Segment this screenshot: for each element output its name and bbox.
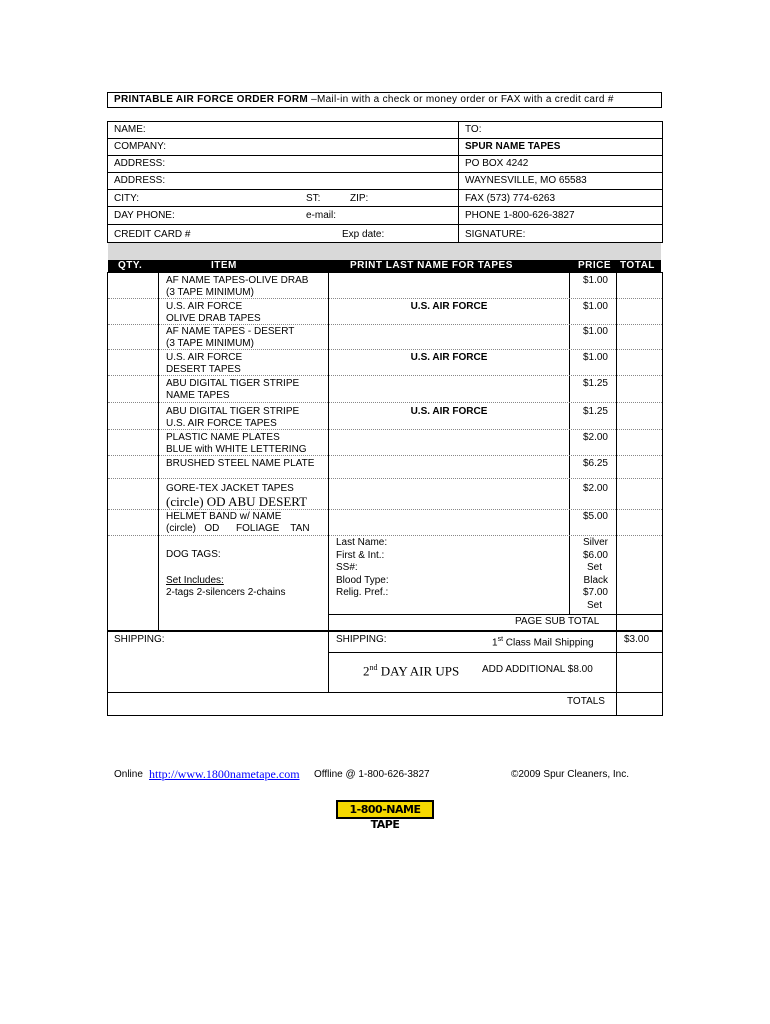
dog-tag-last-name[interactable]: Last Name: bbox=[336, 537, 388, 548]
dog-tag-relig-pref[interactable]: Relig. Pref.: bbox=[336, 587, 389, 598]
item-8-price: $6.25 bbox=[582, 458, 608, 469]
item-5-price: $1.25 bbox=[582, 378, 608, 389]
totals-label: TOTALS bbox=[567, 696, 605, 707]
item-7-price: $2.00 bbox=[582, 432, 608, 443]
header-print: PRINT LAST NAME FOR TAPES bbox=[350, 260, 513, 271]
dog-tag-ss[interactable]: SS#: bbox=[336, 562, 358, 573]
item-7-line1: PLASTIC NAME PLATES bbox=[166, 432, 280, 443]
header-price: PRICE bbox=[578, 260, 612, 271]
dog-tags-label: DOG TAGS: bbox=[166, 549, 221, 560]
dog-tag-first-int[interactable]: First & Int.: bbox=[336, 550, 385, 561]
separator-bar bbox=[108, 243, 661, 260]
item-6-price: $1.25 bbox=[582, 406, 608, 417]
dog-tag-price-1: Silver bbox=[582, 537, 608, 548]
form-title bbox=[107, 92, 662, 108]
item-9-line1: GORE-TEX JACKET TAPES bbox=[166, 483, 294, 494]
item-1-price: $1.00 bbox=[582, 275, 608, 286]
item-1-line2: (3 TAPE MINIMUM) bbox=[166, 287, 254, 298]
header-item: ITEM bbox=[211, 260, 237, 271]
item-9-price: $2.00 bbox=[582, 483, 608, 494]
item-9-line2: (circle) OD ABU DESERT bbox=[166, 494, 308, 509]
item-2-line1: U.S. AIR FORCE bbox=[166, 301, 243, 312]
shipping-label-mid: SHIPPING: bbox=[336, 634, 387, 645]
item-2-line2: OLIVE DRAB TAPES bbox=[166, 313, 261, 324]
name-field[interactable]: NAME: bbox=[114, 124, 146, 135]
item-4-line2: DESERT TAPES bbox=[166, 364, 241, 375]
footer-online: Online bbox=[114, 769, 143, 780]
to-label: TO: bbox=[465, 124, 482, 135]
dog-tag-blood-type[interactable]: Blood Type: bbox=[336, 575, 389, 586]
item-6-line2: U.S. AIR FORCE TAPES bbox=[166, 418, 277, 429]
items-header bbox=[108, 260, 661, 272]
footer-copyright: ©2009 Spur Cleaners, Inc. bbox=[511, 769, 629, 780]
zip-field[interactable]: ZIP: bbox=[350, 193, 369, 204]
email-field[interactable]: e-mail: bbox=[306, 210, 337, 221]
address-field-1[interactable]: ADDRESS: bbox=[114, 158, 166, 169]
dog-tag-price-4: Black bbox=[583, 575, 608, 586]
form-title-bold: PRINTABLE AIR FORCE ORDER FORM bbox=[114, 94, 308, 105]
second-day-air: 2nd DAY AIR UPS bbox=[363, 663, 460, 679]
to-phone: PHONE 1-800-626-3827 bbox=[465, 210, 575, 221]
item-5-line1: ABU DIGITAL TIGER STRIPE bbox=[166, 378, 300, 389]
item-10-line1: HELMET BAND w/ NAME bbox=[166, 511, 282, 522]
add-additional: ADD ADDITIONAL $8.00 bbox=[482, 664, 593, 675]
header-total: TOTAL bbox=[620, 260, 655, 271]
page-sub-total-label: PAGE SUB TOTAL bbox=[515, 616, 600, 627]
item-7-line2: BLUE with WHITE LETTERING bbox=[166, 444, 307, 455]
first-class-shipping: 1st Class Mail Shipping bbox=[492, 636, 594, 649]
dog-tags-set-includes: Set Includes: bbox=[166, 575, 224, 586]
address-field-2[interactable]: ADDRESS: bbox=[114, 175, 166, 186]
item-5-line2: NAME TAPES bbox=[166, 390, 230, 401]
day-phone-field[interactable]: DAY PHONE: bbox=[114, 210, 175, 221]
footer-url-link[interactable]: http://www.1800nametape.com bbox=[149, 767, 300, 781]
item-4-price: $1.00 bbox=[582, 352, 608, 363]
dog-tag-price-2: $6.00 bbox=[582, 550, 608, 561]
dog-tag-price-5: $7.00 bbox=[582, 587, 608, 598]
item-4-print: U.S. AIR FORCE bbox=[410, 352, 488, 363]
item-1-line1: AF NAME TAPES-OLIVE DRAB bbox=[166, 275, 309, 286]
to-company: SPUR NAME TAPES bbox=[465, 141, 561, 152]
item-6-line1: ABU DIGITAL TIGER STRIPE bbox=[166, 406, 300, 417]
item-3-price: $1.00 bbox=[582, 326, 608, 337]
form-title-rest: –Mail-in with a check or money order or FAX with a credit card # bbox=[308, 94, 614, 105]
credit-card-field[interactable]: CREDIT CARD # bbox=[114, 229, 191, 240]
item-4-line1: U.S. AIR FORCE bbox=[166, 352, 243, 363]
signature-field[interactable]: SIGNATURE: bbox=[465, 229, 526, 240]
to-fax: FAX (573) 774-6263 bbox=[465, 193, 556, 204]
exp-date-field[interactable]: Exp date: bbox=[342, 229, 385, 240]
dog-tag-price-6: Set bbox=[586, 600, 602, 611]
shipping-label-left: SHIPPING: bbox=[114, 634, 165, 645]
footer-offline: Offline @ 1-800-626-3827 bbox=[314, 769, 430, 780]
dog-tags-contents: 2-tags 2-silencers 2-chains bbox=[166, 587, 286, 598]
brand-logo: 1-800-NAME TAPE bbox=[336, 800, 434, 819]
first-class-price: $3.00 bbox=[624, 634, 650, 645]
item-3-line1: AF NAME TAPES - DESERT bbox=[166, 326, 295, 337]
item-2-price: $1.00 bbox=[582, 301, 608, 312]
company-field[interactable]: COMPANY: bbox=[114, 141, 167, 152]
to-city: WAYNESVILLE, MO 65583 bbox=[465, 175, 587, 186]
item-6-print: U.S. AIR FORCE bbox=[410, 406, 488, 417]
city-field[interactable]: CITY: bbox=[114, 193, 140, 204]
item-8-line1: BRUSHED STEEL NAME PLATE bbox=[166, 458, 315, 469]
header-qty: QTY. bbox=[118, 260, 143, 271]
state-field[interactable]: ST: bbox=[306, 193, 321, 204]
item-10-line2: (circle) OD FOLIAGE TAN bbox=[166, 523, 310, 534]
to-po-box: PO BOX 4242 bbox=[465, 158, 529, 169]
item-3-line2: (3 TAPE MINIMUM) bbox=[166, 338, 254, 349]
item-2-print: U.S. AIR FORCE bbox=[410, 301, 488, 312]
item-10-price: $5.00 bbox=[582, 511, 608, 522]
dog-tag-price-3: Set bbox=[586, 562, 602, 573]
